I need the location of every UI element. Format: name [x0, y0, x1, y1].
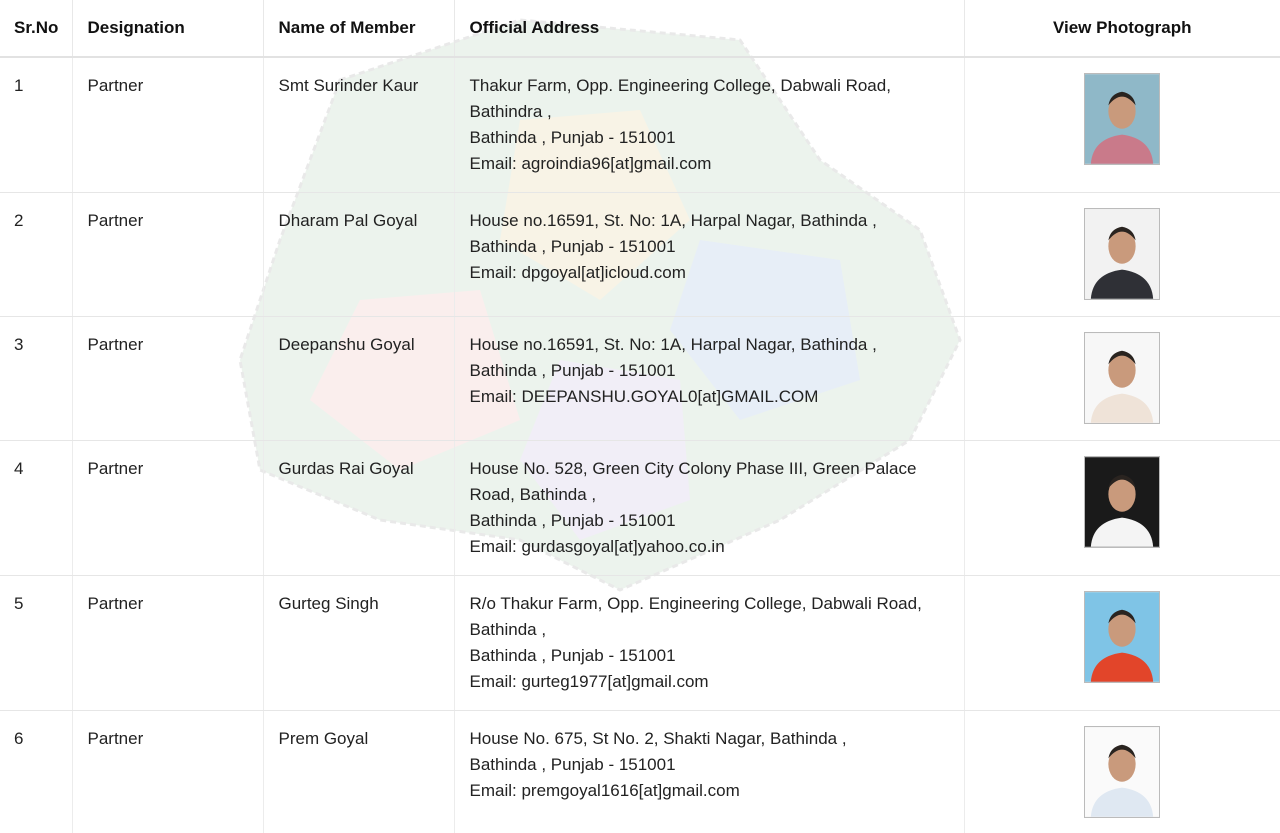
cell-designation: Partner	[72, 317, 263, 441]
cell-address	[454, 711, 964, 833]
cell-photo	[964, 576, 1280, 711]
cell-photo	[964, 193, 1280, 317]
table-row	[0, 317, 1280, 441]
person-photo-icon	[1085, 209, 1159, 299]
member-photo[interactable]	[1084, 456, 1160, 548]
header-address: Official Address	[454, 0, 964, 57]
address-email: Email: dpgoyal[at]icloud.com	[469, 263, 686, 282]
cell-srno: 4	[0, 441, 72, 576]
cell-designation: Partner	[72, 57, 263, 193]
member-photo[interactable]	[1084, 208, 1160, 300]
member-photo[interactable]	[1084, 591, 1160, 683]
address-email: Email: gurteg1977[at]gmail.com	[469, 672, 709, 691]
cell-srno: 2	[0, 193, 72, 317]
header-designation: Designation	[72, 0, 263, 57]
address-line: R/o Thakur Farm, Opp. Engineering College, Dabwali Road,	[469, 594, 922, 613]
member-photo[interactable]	[1084, 332, 1160, 424]
person-photo-icon	[1085, 592, 1159, 682]
cell-name: Smt Surinder Kaur	[263, 57, 454, 193]
cell-address	[454, 317, 964, 441]
address-line: Road, Bathinda ,	[469, 485, 597, 504]
table-row	[0, 57, 1280, 193]
cell-photo	[964, 441, 1280, 576]
person-photo-icon	[1085, 333, 1159, 423]
table-header-row	[0, 0, 1280, 57]
cell-name: Prem Goyal	[263, 711, 454, 833]
address-line: House no.16591, St. No: 1A, Harpal Nagar, Bathinda ,	[469, 211, 877, 230]
address-line: Bathindra ,	[469, 102, 552, 121]
cell-photo	[964, 57, 1280, 193]
person-photo-icon	[1085, 727, 1159, 817]
table-row	[0, 711, 1280, 833]
cell-name: Gurteg Singh	[263, 576, 454, 711]
cell-name: Dharam Pal Goyal	[263, 193, 454, 317]
table-row	[0, 441, 1280, 576]
cell-address	[454, 441, 964, 576]
cell-srno: 3	[0, 317, 72, 441]
address-line: House No. 528, Green City Colony Phase III, Green Palace	[469, 459, 917, 478]
header-photo: View Photograph	[964, 0, 1280, 57]
address-line: Bathinda , Punjab - 151001	[469, 237, 676, 256]
table-row	[0, 576, 1280, 711]
cell-designation: Partner	[72, 193, 263, 317]
address-line: Bathinda , Punjab - 151001	[469, 646, 676, 665]
table-row	[0, 193, 1280, 317]
cell-address	[454, 193, 964, 317]
cell-designation: Partner	[72, 441, 263, 576]
cell-designation: Partner	[72, 576, 263, 711]
cell-name: Deepanshu Goyal	[263, 317, 454, 441]
person-photo-icon	[1085, 74, 1159, 164]
header-name: Name of Member	[263, 0, 454, 57]
member-photo[interactable]	[1084, 726, 1160, 818]
address-email: Email: DEEPANSHU.GOYAL0[at]GMAIL.COM	[469, 387, 819, 406]
address-line: Bathinda ,	[469, 620, 547, 639]
member-photo[interactable]	[1084, 73, 1160, 165]
person-photo-icon	[1085, 457, 1159, 547]
address-line: Bathinda , Punjab - 151001	[469, 361, 676, 380]
cell-srno: 6	[0, 711, 72, 833]
address-line: Thakur Farm, Opp. Engineering College, Dabwali Road,	[469, 76, 891, 95]
cell-srno: 5	[0, 576, 72, 711]
address-email: Email: gurdasgoyal[at]yahoo.co.in	[469, 537, 725, 556]
address-email: Email: agroindia96[at]gmail.com	[469, 154, 712, 173]
cell-srno: 1	[0, 57, 72, 193]
cell-photo	[964, 317, 1280, 441]
address-line: Bathinda , Punjab - 151001	[469, 128, 676, 147]
header-srno: Sr.No	[0, 0, 72, 57]
cell-designation: Partner	[72, 711, 263, 833]
cell-photo	[964, 711, 1280, 833]
address-email: Email: premgoyal1616[at]gmail.com	[469, 781, 740, 800]
address-line: Bathinda , Punjab - 151001	[469, 511, 676, 530]
address-line: House no.16591, St. No: 1A, Harpal Nagar, Bathinda ,	[469, 335, 877, 354]
cell-name: Gurdas Rai Goyal	[263, 441, 454, 576]
cell-address	[454, 576, 964, 711]
address-line: Bathinda , Punjab - 151001	[469, 755, 676, 774]
address-line: House No. 675, St No. 2, Shakti Nagar, Bathinda ,	[469, 729, 847, 748]
cell-address	[454, 57, 964, 193]
